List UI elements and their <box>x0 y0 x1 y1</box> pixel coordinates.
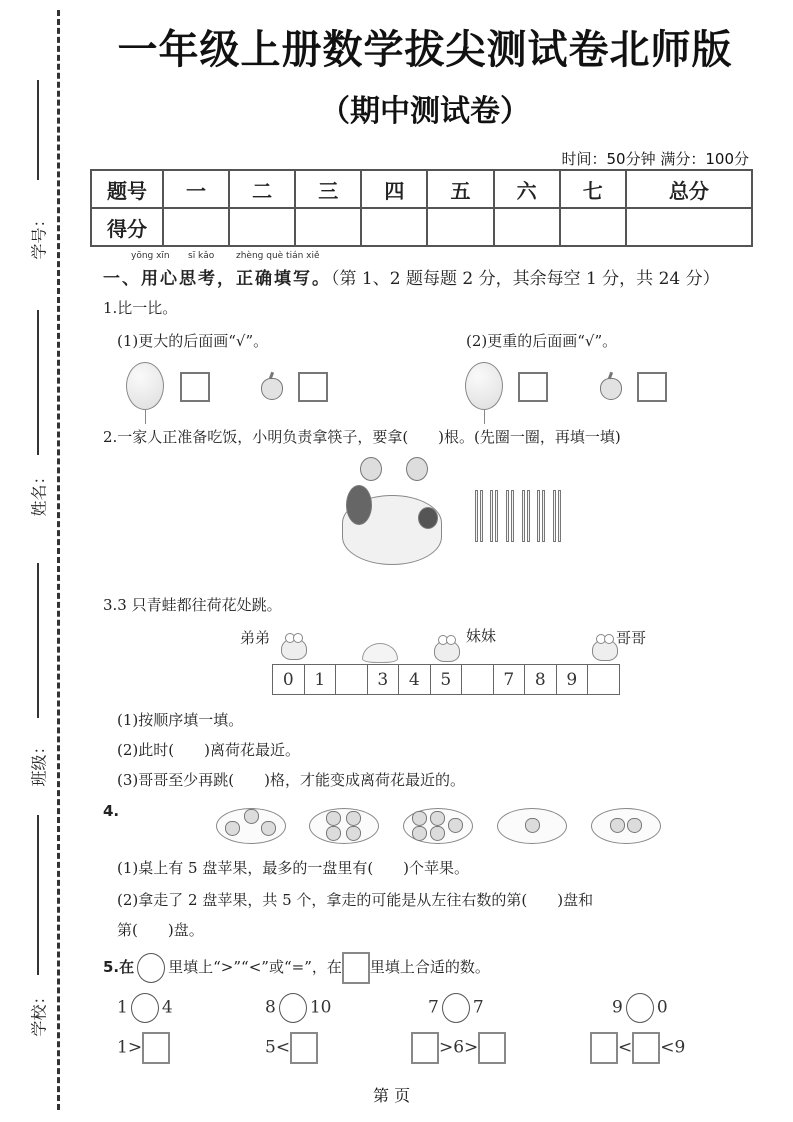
plate-5-apples <box>403 808 473 844</box>
page-title: 一年级上册数学拔尖测试卷北师版 <box>117 27 733 73</box>
apple-icon <box>261 378 283 400</box>
q5-instruction <box>103 952 490 984</box>
q4-part1: (1)桌上有 5 盘苹果，最多的一盘里有( )个苹果。 <box>117 859 470 877</box>
chopstick-pair-icon[interactable] <box>537 490 547 542</box>
q3-part3: (3)哥哥至少再跳( )格，才能变成离荷花最近的。 <box>117 771 465 789</box>
q4-title: 4. <box>103 802 120 820</box>
number-cell: 7 <box>493 665 525 695</box>
frog-label-brother-young: 弟弟 <box>240 629 271 647</box>
apple-icon <box>430 826 445 841</box>
apple-icon <box>600 378 622 400</box>
plate-1-apple <box>497 808 567 844</box>
number-cell: 3 <box>367 665 399 695</box>
name-line[interactable] <box>37 310 39 455</box>
apple-icon <box>326 811 341 826</box>
fill-item <box>265 1032 318 1064</box>
score-table <box>90 169 753 247</box>
fill-box[interactable] <box>411 1032 439 1064</box>
q5-prefix: 5.在 <box>103 958 135 976</box>
score-table-score-row <box>91 208 752 246</box>
frog-label-brother-old: 哥哥 <box>616 629 647 647</box>
number-cell: 4 <box>399 665 431 695</box>
fill-item <box>411 1032 506 1064</box>
score-cell[interactable] <box>560 208 626 246</box>
pinyin: sī kǎo <box>188 251 215 261</box>
compare-circle[interactable] <box>626 993 654 1023</box>
q5-mid2: 里填上合适的数。 <box>369 958 490 976</box>
q5-mid1: 里填上“>”“<”或“=”，在 <box>168 958 342 976</box>
compare-right: 0 <box>656 997 668 1018</box>
frog-icon <box>592 639 618 661</box>
header-cell: 一 <box>163 170 229 208</box>
father-icon <box>406 457 428 481</box>
pinyin: yōng xīn <box>131 251 170 261</box>
score-table-header-row <box>91 170 752 208</box>
fill-item <box>117 1032 170 1064</box>
apple-icon <box>244 809 259 824</box>
fill-box[interactable] <box>290 1032 318 1064</box>
compare-item <box>265 993 331 1023</box>
chopstick-pair-icon[interactable] <box>553 490 563 542</box>
compare-item <box>612 993 668 1023</box>
square-symbol-icon <box>342 952 370 984</box>
answer-box[interactable] <box>298 372 328 402</box>
header-cell: 六 <box>494 170 560 208</box>
fill-expr: < <box>618 1037 633 1058</box>
compare-item <box>117 993 173 1023</box>
plate-2-apples <box>591 808 661 844</box>
number-line <box>272 664 620 695</box>
circle-symbol-icon <box>137 953 165 983</box>
apple-icon <box>627 818 642 833</box>
boy-icon <box>418 507 438 529</box>
apple-icon <box>412 811 427 826</box>
compare-left: 9 <box>612 997 623 1018</box>
answer-box[interactable] <box>180 372 210 402</box>
balloon-icon <box>126 362 164 410</box>
number-cell: 0 <box>273 665 305 695</box>
apple-icon <box>525 818 540 833</box>
fill-box[interactable] <box>590 1032 618 1064</box>
apple-icon <box>326 826 341 841</box>
section-title: 一、用心思考，正确填写。 <box>103 269 331 289</box>
score-cell[interactable] <box>163 208 229 246</box>
number-cell-blank[interactable] <box>588 665 620 695</box>
student-id-line[interactable] <box>37 80 39 180</box>
score-cell[interactable] <box>427 208 493 246</box>
q1-title: 1.比一比。 <box>103 299 178 317</box>
fill-expr: >6> <box>439 1037 479 1058</box>
header-cell: 二 <box>229 170 295 208</box>
binding-dashed-line <box>57 10 60 1110</box>
page-subtitle: （期中测试卷） <box>320 94 530 129</box>
compare-left: 7 <box>428 997 439 1018</box>
lotus-icon <box>362 643 398 663</box>
answer-box[interactable] <box>518 372 548 402</box>
header-cell: 三 <box>295 170 361 208</box>
exam-meta: 时间：50分钟 满分：100分 <box>561 150 749 168</box>
fill-box[interactable] <box>478 1032 506 1064</box>
header-cell: 总分 <box>626 170 752 208</box>
compare-right: 7 <box>472 997 484 1018</box>
balloon-icon <box>465 362 503 410</box>
number-cell: 9 <box>556 665 588 695</box>
q1-part2: (2)更重的后面画“√”。 <box>466 332 618 350</box>
q4-part2b: 第( )盘。 <box>117 921 204 939</box>
fill-expr: 1> <box>117 1037 143 1058</box>
apple-icon <box>610 818 625 833</box>
number-cell-blank[interactable] <box>336 665 368 695</box>
compare-right: 4 <box>161 997 173 1018</box>
number-cell: 8 <box>525 665 557 695</box>
class-line[interactable] <box>37 563 39 718</box>
fill-item <box>590 1032 685 1064</box>
frog-label-sister: 妹妹 <box>466 627 497 645</box>
score-cell[interactable] <box>494 208 560 246</box>
family-dinner-illustration <box>332 455 452 580</box>
section-heading <box>103 264 720 289</box>
score-row-label: 得分 <box>91 208 163 246</box>
score-cell[interactable] <box>295 208 361 246</box>
score-cell[interactable] <box>361 208 427 246</box>
compare-circle[interactable] <box>131 993 159 1023</box>
school-label: 学校： <box>29 988 49 1037</box>
compare-item <box>428 993 484 1023</box>
chopstick-pair-icon[interactable] <box>475 490 485 542</box>
class-label: 班级： <box>29 738 49 787</box>
apple-icon <box>346 826 361 841</box>
q3-part2: (2)此时( )离荷花最近。 <box>117 741 300 759</box>
number-cell: 5 <box>430 665 462 695</box>
chopstick-pair-icon[interactable] <box>522 490 532 542</box>
chopstick-pair-icon[interactable] <box>506 490 516 542</box>
name-label: 姓名： <box>29 468 49 517</box>
header-cell: 题号 <box>91 170 163 208</box>
header-cell: 四 <box>361 170 427 208</box>
apple-icon <box>412 826 427 841</box>
apple-icon <box>346 811 361 826</box>
apple-icon <box>225 821 240 836</box>
apple-icon <box>448 818 463 833</box>
grandma-icon <box>360 457 382 481</box>
q4-part2a: (2)拿走了 2 盘苹果，共 5 个，拿走的可能是从左往右数的第( )盘和 <box>117 891 594 909</box>
header-cell: 五 <box>427 170 493 208</box>
school-line[interactable] <box>37 815 39 975</box>
compare-left: 8 <box>265 997 276 1018</box>
plate-3-apples <box>216 808 286 844</box>
balloon-string-icon <box>484 410 486 424</box>
score-cell[interactable] <box>229 208 295 246</box>
frog-icon <box>434 640 460 662</box>
fill-expr: <9 <box>660 1037 686 1058</box>
compare-circle[interactable] <box>279 993 307 1023</box>
q1-part1: (1)更大的后面画“√”。 <box>117 332 269 350</box>
apple-icon <box>261 821 276 836</box>
compare-left: 1 <box>117 997 128 1018</box>
plate-4-apples <box>309 808 379 844</box>
chopstick-pair-icon[interactable] <box>490 490 500 542</box>
header-cell: 七 <box>560 170 626 208</box>
fill-expr: 5< <box>265 1037 291 1058</box>
answer-box[interactable] <box>637 372 667 402</box>
fill-box[interactable] <box>632 1032 660 1064</box>
compare-right: 10 <box>309 997 332 1018</box>
balloon-string-icon <box>145 410 147 424</box>
pinyin: zhèng què tián xiě <box>236 251 320 261</box>
section-note: （第 1、2 题每题 2 分，其余每空 1 分，共 24 分） <box>331 269 720 289</box>
fill-box[interactable] <box>142 1032 170 1064</box>
mother-icon <box>346 485 372 525</box>
number-cell-blank[interactable] <box>462 665 494 695</box>
apple-icon <box>430 811 445 826</box>
compare-circle[interactable] <box>442 993 470 1023</box>
score-cell[interactable] <box>626 208 752 246</box>
q2-text: 2.一家人正准备吃饭，小明负责拿筷子，要拿( )根。(先圈一圈，再填一填) <box>103 428 621 446</box>
q3-part1: (1)按顺序填一填。 <box>117 711 244 729</box>
student-id-label: 学号： <box>29 211 49 260</box>
number-cell: 1 <box>304 665 336 695</box>
q3-title: 3.3 只青蛙都往荷花处跳。 <box>103 596 282 614</box>
page-number: 第 页 <box>373 1086 411 1105</box>
frog-icon <box>281 638 307 660</box>
